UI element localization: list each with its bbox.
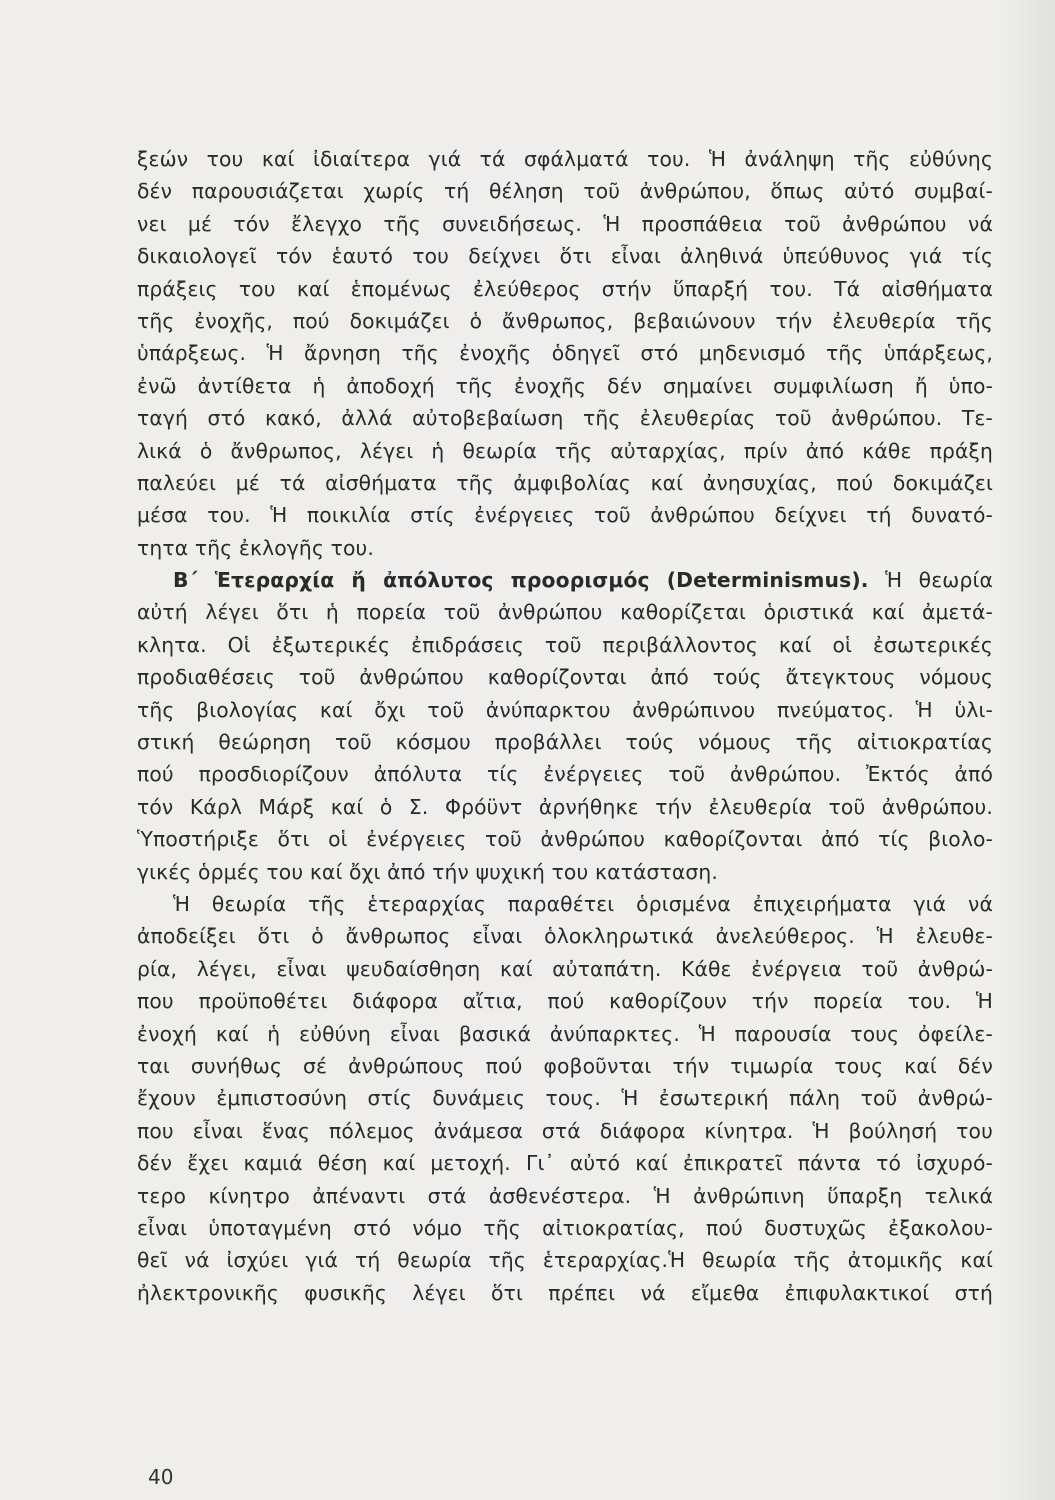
line-text: θεῖ νά ἰσχύει γιά τή θεωρία τῆς ἑτεραρχίας.Ἡ θεωρία τῆς ἀτομικῆς καί: [137, 1248, 993, 1273]
line-text: στική θεώρηση τοῦ κόσμου προβάλλει τούς νόμους τῆς αἰτιοκρατίας: [137, 730, 993, 755]
text-line: [137, 208, 993, 240]
line-text: τητα τῆς ἐκλογῆς του.: [137, 535, 374, 560]
text-line: [137, 1212, 993, 1244]
line-text: παλεύει μέ τά αἰσθήματα τῆς ἀμφιβολίας καί ἀνησυχίας, πού δοκιμάζει: [137, 470, 993, 495]
text-line: [137, 1050, 993, 1082]
text-line: [137, 920, 993, 952]
text-line: [137, 1147, 993, 1179]
line-text: αὐτή λέγει ὅτι ἡ πορεία τοῦ ἀνθρώπου καθορίζεται ὁριστικά καί ἀμετά-: [137, 600, 993, 625]
text-line: [137, 337, 993, 369]
line-text: που εἶναι ἕνας πόλεμος ἀνάμεσα στά διάφορα κίνητρα. Ἡ βούλησή του: [137, 1118, 993, 1143]
text-line: [137, 758, 993, 790]
text-line: [137, 1277, 993, 1309]
text-line: [137, 694, 993, 726]
line-text: ἐνοχή καί ἡ εὐθύνη εἶναι βασικά ἀνύπαρκτες. Ἡ παρουσία τους ὀφείλε-: [137, 1021, 993, 1046]
text-line: [137, 629, 993, 661]
line-text: δικαιολογεῖ τόν ἑαυτό του δείχνει ὅτι εἶναι ἀληθινά ὑπεύθυνος γιά τίς: [137, 244, 993, 269]
text-line: [137, 1115, 993, 1147]
line-text: ρία, λέγει, εἶναι ψευδαίσθηση καί αὐταπάτη. Κάθε ἐνέργεια τοῦ ἀνθρώ-: [137, 956, 993, 981]
line-text: προδιαθέσεις τοῦ ἀνθρώπου καθορίζονται ἀπό τούς ἄτεγκτους νόμους: [137, 665, 993, 690]
line-text: δέν ἔχει καμιά θέση καί μετοχή. Γι᾿ αὐτό καί ἐπικρατεῖ πάντα τό ἰσχυρό-: [137, 1151, 993, 1176]
line-text: εἶναι ὑποταγμένη στό νόμο τῆς αἰτιοκρατίας, πού δυστυχῶς ἐξακολου-: [137, 1215, 993, 1240]
text-line: [137, 856, 993, 888]
line-text: Ἡ θεωρία: [868, 568, 993, 593]
text-line: [137, 305, 993, 337]
line-text: που προϋποθέτει διάφορα αἴτια, πού καθορίζουν τήν πορεία του. Ἡ: [137, 989, 993, 1014]
line-text: λικά ὁ ἄνθρωπος, λέγει ἡ θεωρία τῆς αὐταρχίας, πρίν ἀπό κάθε πράξη: [137, 438, 993, 463]
line-text: ὑπάρξεως. Ἡ ἄρνηση τῆς ἐνοχῆς ὁδηγεῖ στό μηδενισμό τῆς ὑπάρξεως,: [137, 341, 993, 366]
line-text: δέν παρουσιάζεται χωρίς τή θέληση τοῦ ἀνθρώπου, ὅπως αὐτό συμβαί-: [137, 179, 993, 204]
line-text: γικές ὁρμές του καί ὄχι ἀπό τήν ψυχική του κατάσταση.: [137, 859, 718, 884]
line-text: Ἡ θεωρία τῆς ἑτεραρχίας παραθέτει ὁρισμένα ἐπιχειρήματα γιά νά: [173, 891, 993, 916]
line-text: Ὑποστήριξε ὅτι οἱ ἐνέργειες τοῦ ἀνθρώπου καθορίζονται ἀπό τίς βιολο-: [137, 827, 993, 852]
line-text: πού προσδιορίζουν ἀπόλυτα τίς ἐνέργειες τοῦ ἀνθρώπου. Ἐκτός ἀπό: [137, 762, 993, 787]
text-line: [137, 953, 993, 985]
line-text: πράξεις του καί ἑπομένως ἐλεύθερος στήν ὕπαρξή του. Τά αἰσθήματα: [137, 276, 993, 301]
line-text: τῆς βιολογίας καί ὄχι τοῦ ἀνύπαρκτου ἀνθρώπινου πνεύματος. Ἡ ὑλι-: [137, 697, 993, 722]
line-text: μέσα του. Ἡ ποικιλία στίς ἐνέργειες τοῦ ἀνθρώπου δείχνει τή δυνατό-: [137, 503, 993, 528]
text-line: [137, 143, 993, 175]
text-line: [137, 273, 993, 305]
text-line: [137, 823, 993, 855]
text-line: [137, 499, 993, 531]
line-text: τόν Κάρλ Μάρξ καί ὁ Σ. Φρόϋντ ἀρνήθηκε τήν ἐλευθερία τοῦ ἀνθρώπου.: [137, 794, 993, 819]
text-line: [137, 240, 993, 272]
text-line: [137, 564, 993, 596]
text-line: [137, 1244, 993, 1276]
text-line: [137, 467, 993, 499]
text-line: [137, 370, 993, 402]
line-text: ἀποδείξει ὅτι ὁ ἄνθρωπος εἶναι ὁλοκληρωτικά ἀνελεύθερος. Ἡ ἐλευθε-: [137, 924, 993, 949]
line-text: ταγή στό κακό, ἀλλά αὐτοβεβαίωση τῆς ἐλευθερίας τοῦ ἀνθρώπου. Τε-: [137, 406, 993, 431]
line-text: ἐνῶ ἀντίθετα ἡ ἀποδοχή τῆς ἐνοχῆς δέν σημαίνει συμφιλίωση ἤ ὑπο-: [137, 373, 993, 398]
text-line: [137, 435, 993, 467]
line-text: τῆς ἐνοχῆς, πού δοκιμάζει ὁ ἄνθρωπος, βεβαιώνουν τήν ἐλευθερία τῆς: [137, 308, 993, 333]
body-text: [137, 143, 993, 1309]
line-text: νει μέ τόν ἔλεγχο τῆς συνειδήσεως. Ἡ προσπάθεια τοῦ ἀνθρώπου νά: [137, 211, 993, 236]
text-line: [137, 791, 993, 823]
text-line: [137, 888, 993, 920]
text-line: [137, 1082, 993, 1114]
line-text: κλητα. Οἱ ἐξωτερικές ἐπιδράσεις τοῦ περιβάλλοντος καί οἱ ἐσωτερικές: [137, 632, 993, 657]
text-line: [137, 596, 993, 628]
line-text: τερο κίνητρο ἀπέναντι στά ἀσθενέστερα. Ἡ ἀνθρώπινη ὕπαρξη τελικά: [137, 1183, 993, 1208]
text-line: [137, 726, 993, 758]
text-line: [137, 532, 993, 564]
line-text: ξεών του καί ἰδιαίτερα γιά τά σφάλματά του. Ἡ ἀνάληψη τῆς εὐθύνης: [137, 147, 993, 171]
text-line: [137, 1180, 993, 1212]
line-text: ται συνήθως σέ ἀνθρώπους πού φοβοῦνται τήν τιμωρία τους καί δέν: [137, 1053, 993, 1078]
page-number: 40: [148, 1465, 174, 1489]
line-text: ἠλεκτρονικῆς φυσικῆς λέγει ὅτι πρέπει νά εἴμεθα ἐπιφυλακτικοί στή: [137, 1280, 993, 1305]
text-line: [137, 175, 993, 207]
text-line: [137, 1018, 993, 1050]
section-heading: Β΄ Ἑτεραρχία ἤ ἀπόλυτος προορισμός (Determinismus).: [173, 568, 869, 593]
text-line: [137, 985, 993, 1017]
text-line: [137, 661, 993, 693]
line-text: ἔχουν ἐμπιστοσύνη στίς δυνάμεις τους. Ἡ ἐσωτερική πάλη τοῦ ἀνθρώ-: [137, 1086, 993, 1111]
text-line: [137, 402, 993, 434]
